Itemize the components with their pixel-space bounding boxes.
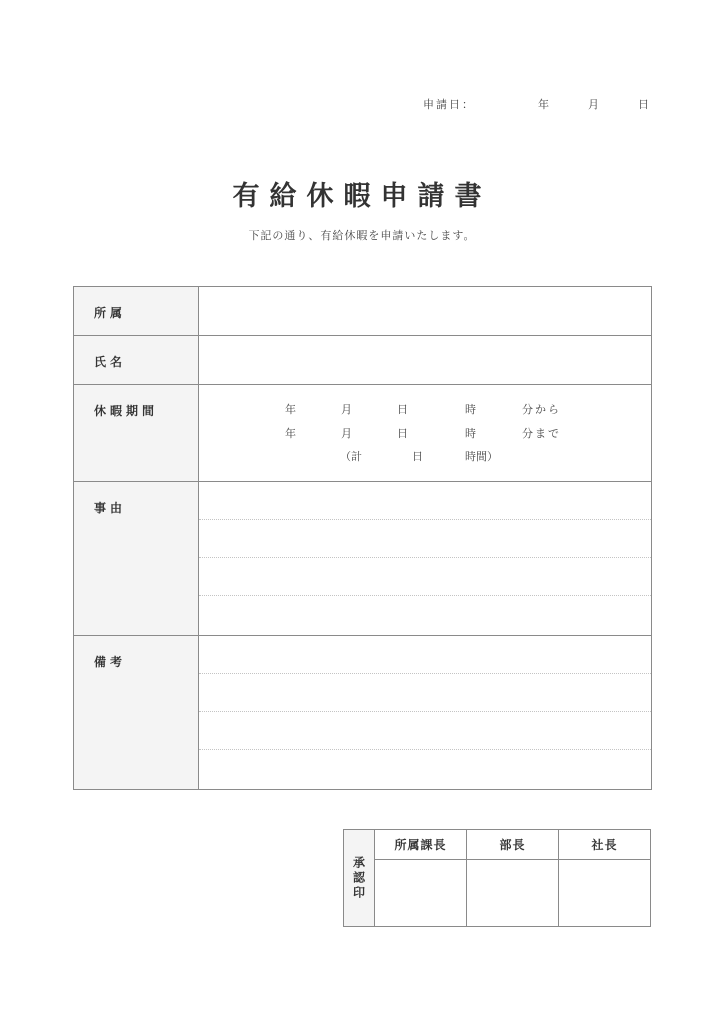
period-end-year: 年: [285, 427, 296, 440]
period-total-open: （計: [340, 450, 362, 463]
reason-field[interactable]: [199, 482, 652, 635]
approval-stamp-box[interactable]: [375, 860, 466, 926]
affiliation-field[interactable]: [199, 287, 652, 335]
name-row: [74, 336, 652, 385]
period-total-hours: 時間）: [465, 450, 498, 463]
reason-line: [199, 520, 651, 558]
affiliation-label: 所属: [74, 287, 199, 335]
approval-stamp-box[interactable]: [559, 860, 650, 926]
remarks-line: [199, 712, 651, 750]
date-day-label: 日: [638, 98, 651, 111]
approval-header-department-head: 部長: [467, 830, 558, 860]
period-field[interactable]: [199, 385, 652, 481]
name-label: 氏名: [74, 336, 199, 384]
remarks-line: [199, 750, 651, 788]
name-field[interactable]: [199, 336, 652, 384]
period-end-hour: 時: [465, 427, 476, 440]
period-start-day: 日: [397, 403, 408, 416]
period-label: 休暇期間: [74, 385, 199, 481]
remarks-line: [199, 674, 651, 712]
period-end-day: 日: [397, 427, 408, 440]
approval-label: 承認印: [351, 855, 366, 901]
date-month-label: 月: [588, 98, 601, 111]
period-row: [74, 385, 652, 482]
approval-header-section-chief: 所属課長: [375, 830, 466, 860]
remarks-field[interactable]: [199, 636, 652, 789]
approval-column-section-chief: [375, 830, 467, 926]
approval-stamp-table: [343, 829, 651, 927]
affiliation-row: [74, 287, 652, 336]
period-end-to: 分まで: [522, 427, 561, 440]
period-end-month: 月: [341, 427, 352, 440]
period-start-month: 月: [341, 403, 352, 416]
remarks-row: [74, 636, 652, 790]
remarks-line: [199, 636, 651, 674]
period-start-hour: 時: [465, 403, 476, 416]
reason-line: [199, 482, 651, 520]
period-start-from: 分から: [522, 403, 561, 416]
reason-row: [74, 482, 652, 636]
date-year-label: 年: [538, 98, 551, 111]
period-start-year: 年: [285, 403, 296, 416]
remarks-label: 備考: [74, 636, 199, 789]
approval-column-president: [559, 830, 650, 926]
reason-line: [199, 558, 651, 596]
reason-line: [199, 596, 651, 634]
document-title: 有給休暇申請書: [232, 181, 492, 212]
approval-column-department-head: [467, 830, 559, 926]
approval-stamp-box[interactable]: [467, 860, 558, 926]
approval-header-president: 社長: [559, 830, 650, 860]
application-date-label: 申請日：: [423, 98, 475, 111]
application-date: [423, 96, 651, 112]
leave-request-form: [73, 286, 652, 790]
document-subtitle: 下記の通り、有給休暇を申請いたします。: [248, 229, 476, 242]
reason-label: 事由: [74, 482, 199, 635]
approval-label-cell: [344, 830, 375, 926]
period-total-day: 日: [412, 450, 423, 463]
